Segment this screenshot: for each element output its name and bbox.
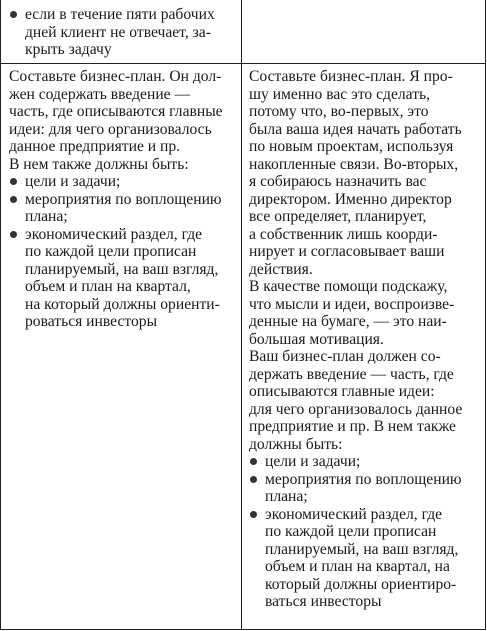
- text-line: планируемый, на ваш взгляд,: [25, 260, 219, 278]
- text-line: директором. Именно директор: [249, 190, 452, 208]
- bullet-icon: [250, 458, 257, 465]
- text-line: идеи: для чего организовалось: [9, 120, 212, 138]
- text-line: описываются главные идеи:: [249, 383, 435, 400]
- table-row-top: [1, 0, 486, 64]
- text-line: мероприятия по воплощению: [265, 470, 462, 488]
- text-line: плана;: [265, 488, 308, 505]
- text-line: шу именно вас это сделать,: [249, 85, 431, 103]
- text-line: предприятие и пр. В нем также: [249, 418, 456, 435]
- text-line: держать введение — часть, где: [249, 365, 454, 383]
- left-intro-text: [9, 68, 237, 173]
- text-line: данное предприятие и пр.: [9, 138, 181, 155]
- bullet-icon: [10, 11, 17, 18]
- text-line: по каждой цели прописан: [265, 523, 437, 540]
- text-line: я собираюсь назначить вас: [249, 173, 427, 190]
- left-bullet-list: [9, 173, 237, 331]
- text-line: В нем также должны быть:: [9, 155, 189, 173]
- text-line: денные на бумаге, — это наи-: [249, 313, 447, 330]
- bullet-item: [249, 506, 482, 611]
- text-line: цели и задачи;: [25, 173, 121, 190]
- text-line: В качестве помощи подскажу,: [249, 278, 448, 295]
- bullet-icon: [10, 231, 17, 238]
- bullet-icon: [10, 196, 17, 203]
- text-line: потому что, во-первых, это: [249, 103, 429, 120]
- right-paragraph-text: [249, 68, 482, 453]
- text-line: плана;: [25, 208, 68, 225]
- text-line: накопленные связи. Во-вторых,: [249, 155, 459, 173]
- text-line: для чего организовалось данное: [249, 400, 463, 418]
- text-line: если в течение пяти рабочих: [25, 6, 215, 23]
- text-line: что мысли и идеи, воспроизве-: [249, 295, 455, 313]
- text-line: действия.: [249, 260, 313, 278]
- text-line: Составьте бизнес-план. Он дол-: [9, 68, 222, 85]
- bullet-item: [9, 173, 237, 191]
- text-line: экономический раздел, где: [25, 225, 203, 243]
- right-bullet-list: [249, 453, 482, 611]
- left-cell: [1, 64, 241, 629]
- bullet-item: [249, 453, 482, 471]
- text-line: Составьте бизнес-план. Я про-: [249, 68, 453, 85]
- top-right-cell: [242, 0, 486, 63]
- text-line: объем и план на квартал, на: [265, 558, 450, 575]
- bullet-item: [9, 191, 237, 226]
- text-line: нирует и согласовывает ваши: [249, 243, 445, 260]
- text-line: который должны ориентиро-: [265, 575, 457, 593]
- text-line: на который должны ориенти-: [25, 295, 220, 313]
- text-line: планируемый, на ваш взгляд,: [265, 540, 459, 558]
- text-line: часть, где описываются главные: [9, 103, 223, 120]
- bullet-icon: [10, 178, 17, 185]
- top-left-cell: [1, 0, 241, 63]
- text-line: экономический раздел, где: [265, 505, 443, 523]
- bullet-icon: [250, 511, 257, 518]
- right-cell: [242, 64, 486, 629]
- bullet-item: [249, 471, 482, 506]
- text-line: по каждой цели прописан: [25, 243, 197, 260]
- text-line: все определяет, планирует,: [249, 208, 427, 225]
- text-line: роваться инвесторы: [25, 313, 158, 330]
- bullet-icon: [250, 476, 257, 483]
- text-line: была ваша идея начать работать: [249, 120, 462, 138]
- text-line: должны быть:: [249, 435, 343, 453]
- text-line: по новым проектам, используя: [249, 138, 454, 155]
- text-line: ваться инвесторы: [265, 593, 382, 610]
- top-bullet-item: [9, 6, 237, 59]
- text-line: а собственник лишь коорди-: [249, 225, 438, 243]
- text-line: мероприятия по воплощению: [25, 190, 222, 208]
- bullet-item: [9, 226, 237, 331]
- text-line: объем и план на квартал,: [25, 278, 191, 295]
- text-line: цели и задачи;: [265, 453, 361, 470]
- text-line: большая мотивация.: [249, 330, 384, 348]
- text-line: крыть задачу: [25, 41, 112, 58]
- text-line: жен содержать введение —: [9, 85, 191, 103]
- text-line: Ваш бизнес-план должен со-: [249, 348, 441, 365]
- table-row-main: [1, 64, 486, 629]
- text-line: дней клиент не отвечает, за-: [25, 23, 211, 41]
